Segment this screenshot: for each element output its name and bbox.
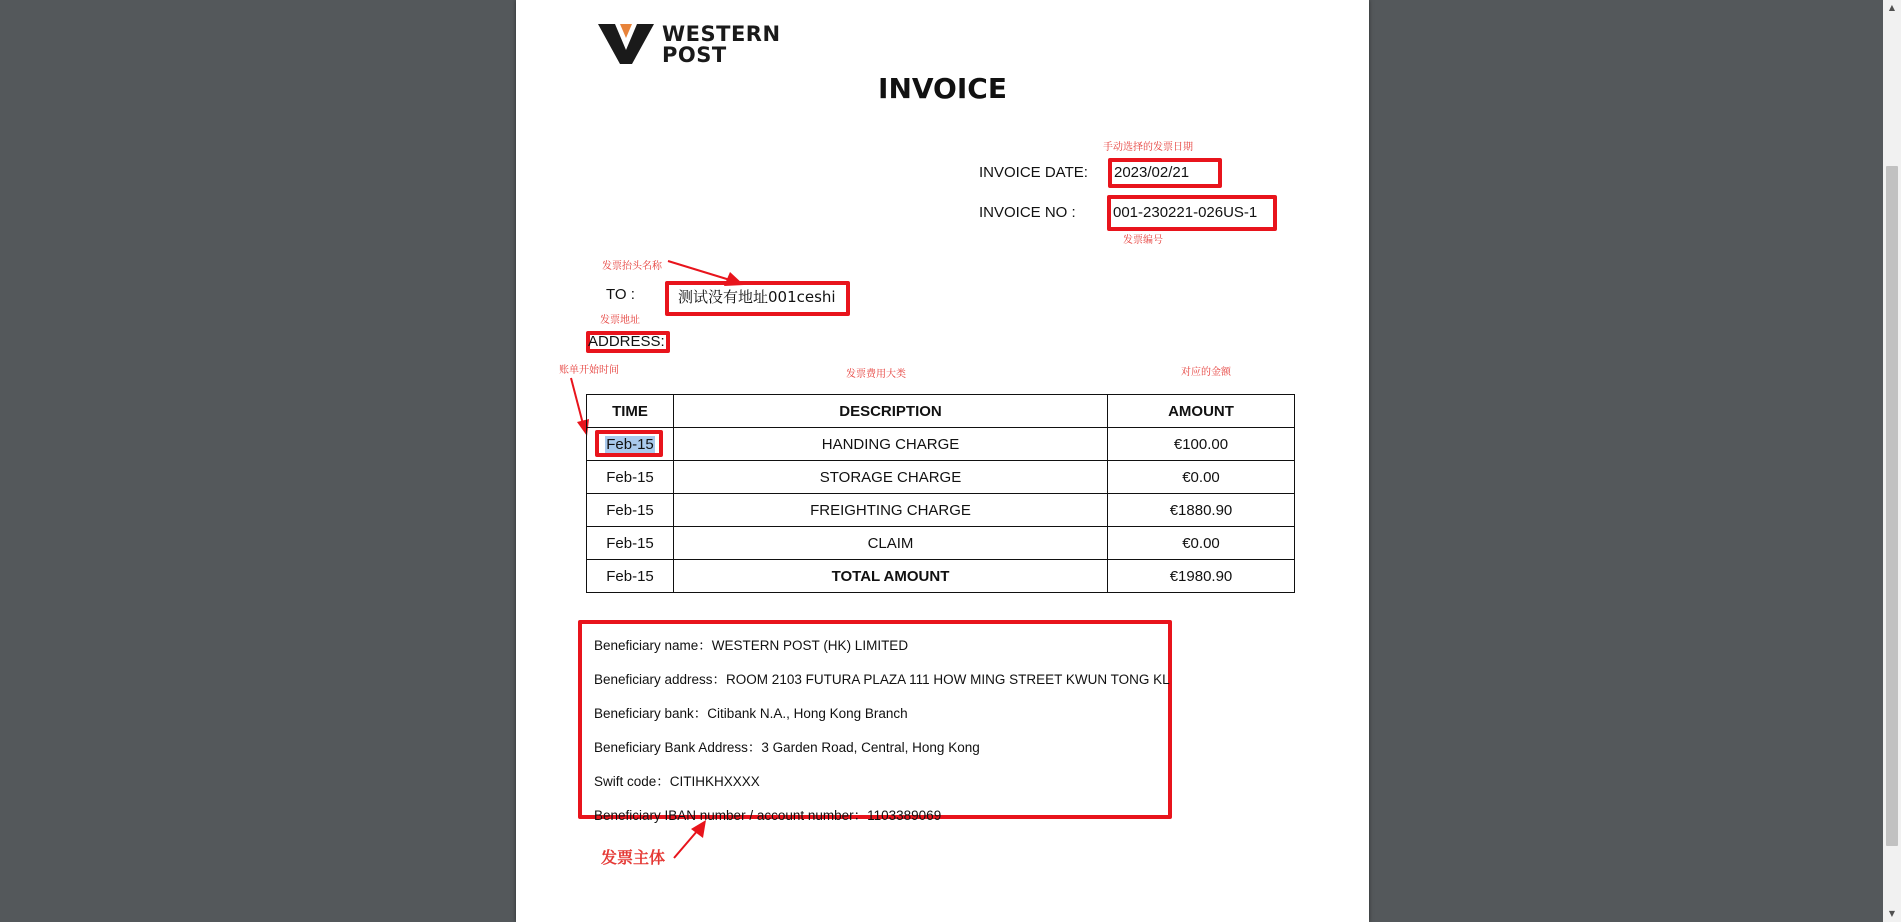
header-amount: AMOUNT bbox=[1108, 395, 1295, 428]
row-amount: €0.00 bbox=[1108, 527, 1295, 560]
row-amount: €0.00 bbox=[1108, 461, 1295, 494]
row-description: STORAGE CHARGE bbox=[674, 461, 1108, 494]
invoice-title: INVOICE bbox=[878, 72, 1007, 105]
fee-table bbox=[586, 394, 1295, 593]
swift-code: Swift code：CITIHKHXXXX bbox=[594, 774, 760, 789]
invoice-date-value: 2023/02/21 bbox=[1114, 164, 1190, 181]
logo-line-2: POST bbox=[662, 43, 727, 67]
scroll-up-arrow-icon[interactable]: ▲ bbox=[1888, 3, 1896, 12]
beneficiary-annotation-arrow-icon bbox=[672, 818, 708, 860]
table-header-row bbox=[587, 395, 1295, 428]
scroll-down-arrow-icon[interactable]: ▼ bbox=[1888, 909, 1896, 918]
beneficiary-bank: Beneficiary bank：Citibank N.A., Hong Kong Branch bbox=[594, 706, 908, 721]
row-amount: €100.00 bbox=[1108, 428, 1295, 461]
beneficiary-note: 发票主体 bbox=[601, 848, 666, 867]
row-time: Feb-15 bbox=[587, 527, 674, 560]
table-row bbox=[587, 527, 1295, 560]
row-amount: €1980.90 bbox=[1108, 560, 1295, 593]
account-number: Beneficiary IBAN number / account number：1103389069 bbox=[594, 808, 942, 823]
invoice-page bbox=[516, 0, 1369, 922]
address-note: 发票地址 bbox=[600, 315, 640, 326]
vertical-scrollbar[interactable] bbox=[1883, 0, 1901, 922]
row-time: Feb-15 bbox=[587, 461, 674, 494]
table-row bbox=[587, 428, 1295, 461]
to-note: 发票抬头名称 bbox=[602, 261, 662, 272]
invoice-date-note: 手动选择的发票日期 bbox=[1103, 142, 1193, 153]
logo-line-1: WESTERN bbox=[662, 22, 781, 46]
row-time: Feb-15 bbox=[587, 560, 674, 593]
invoice-no-label: INVOICE NO : bbox=[979, 204, 1076, 221]
description-column-note: 发票费用大类 bbox=[846, 369, 906, 380]
table-row bbox=[587, 494, 1295, 527]
beneficiary-name: Beneficiary name：WESTERN POST (HK) LIMITED bbox=[594, 638, 909, 653]
invoice-no-value: 001-230221-026US-1 bbox=[1113, 204, 1258, 221]
row-amount: €1880.90 bbox=[1108, 494, 1295, 527]
header-time: TIME bbox=[587, 395, 674, 428]
header-description: DESCRIPTION bbox=[674, 395, 1108, 428]
invoice-date-label: INVOICE DATE: bbox=[979, 164, 1088, 181]
time-column-note: 账单开始时间 bbox=[559, 365, 619, 376]
logo-text bbox=[662, 24, 781, 66]
beneficiary-box bbox=[578, 620, 1172, 823]
invoice-no-note: 发票编号 bbox=[1123, 235, 1163, 246]
row-description: HANDING CHARGE bbox=[674, 428, 1108, 461]
time-highlight-box bbox=[595, 430, 663, 457]
beneficiary-address: Beneficiary address：ROOM 2103 FUTURA PLAZA 111 HOW MING STREET KWUN TONG KL bbox=[594, 672, 1170, 687]
western-post-logo-icon bbox=[598, 24, 654, 64]
row-time: Feb-15 bbox=[587, 494, 674, 527]
row-description: TOTAL AMOUNT bbox=[674, 560, 1108, 593]
amount-column-note: 对应的金额 bbox=[1181, 367, 1231, 378]
beneficiary-bank-address: Beneficiary Bank Address：3 Garden Road, Central, Hong Kong bbox=[594, 740, 980, 755]
row-description: CLAIM bbox=[674, 527, 1108, 560]
to-value: 测试没有地址001ceshi bbox=[678, 288, 836, 306]
table-row bbox=[587, 461, 1295, 494]
address-label: ADDRESS: bbox=[588, 333, 665, 350]
scrollbar-thumb[interactable] bbox=[1886, 166, 1898, 846]
table-row-total bbox=[587, 560, 1295, 593]
selected-time-text: Feb-15 bbox=[606, 435, 654, 453]
to-label: TO : bbox=[606, 286, 635, 303]
row-description: FREIGHTING CHARGE bbox=[674, 494, 1108, 527]
